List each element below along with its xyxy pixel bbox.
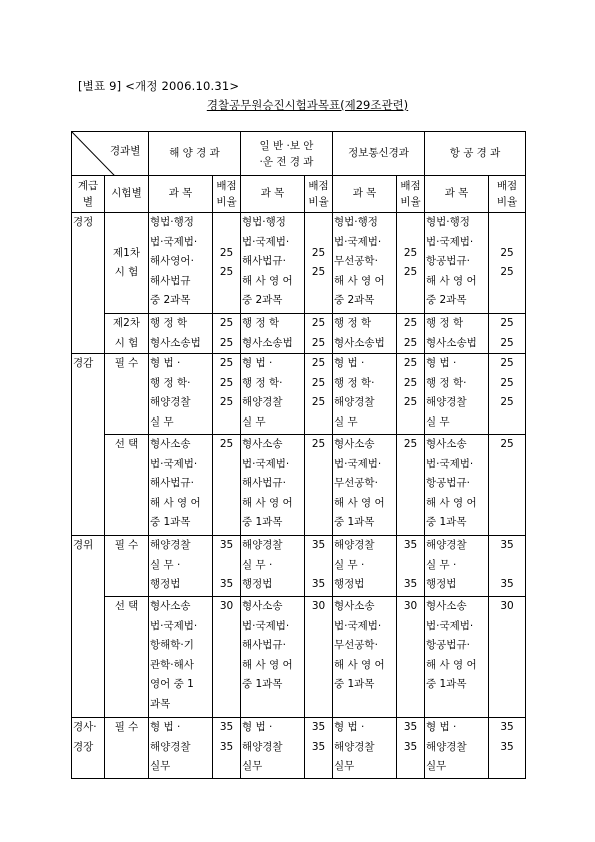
ratio-cell: 30 [397,597,425,718]
subject-cell: 형 법 · 행 정 학· 해양경찰 실 무 [425,354,489,435]
subject-header: 과 목 [333,176,397,213]
rank-cell: 경감 [72,354,105,536]
ratio-header: 배점 비율 [305,176,333,213]
subject-header: 과 목 [425,176,489,213]
subject-cell: 형사소송 법·국제법· 항공법규· 해 사 영 어 중 1과목 [425,597,489,718]
ratio-header: 배점 비율 [397,176,425,213]
ratio-cell: 25 25 25 [397,354,425,435]
ratio-cell: 35 35 [397,536,425,597]
ratio-cell: 25 [397,435,425,536]
exam-subject-table [71,131,526,779]
subject-cell: 행 정 학 형사소송법 [425,314,489,354]
dept-header-telecom: 정보통신경과 [333,132,425,176]
ratio-cell: 25 25 25 [213,354,241,435]
subject-cell: 형사소송 법·국제법· 해사법규· 해 사 영 어 중 1과목 [241,435,305,536]
ratio-header: 배점 비율 [213,176,241,213]
corner-header-cell [72,132,149,176]
ratio-cell: 35 35 [489,718,526,779]
subject-cell: 행 정 학 형사소송법 [149,314,213,354]
ratio-cell: 25 [213,435,241,536]
subject-cell: 형 법 · 해양경찰 실무 [241,718,305,779]
ratio-cell: 25 25 [489,314,526,354]
subject-cell: 형 법 · 행 정 학· 해양경찰 실 무 [241,354,305,435]
subject-cell: 형사소송 법·국제법· 항해학·기 관학·해사 영어 중 1 과목 [149,597,213,718]
exam-axis-label: 시험별 [105,176,149,213]
subject-cell: 형법·행정 법·국제법· 해사법규· 해 사 영 어 중 2과목 [241,213,305,314]
subject-cell: 해양경찰 실 무 · 행정법 [241,536,305,597]
ratio-cell: 30 [489,597,526,718]
exam-type-cell: 제1차 시 험 [105,213,149,314]
subject-cell: 해양경찰 실 무 · 행정법 [149,536,213,597]
ratio-cell: 25 25 [305,213,333,314]
rank-axis-label: 계급 별 [72,176,105,213]
ratio-cell: 25 25 [305,314,333,354]
subject-cell: 형사소송 법·국제법· 무선공학· 해 사 영 어 중 1과목 [333,597,397,718]
ratio-cell: 25 25 [213,213,241,314]
ratio-header: 배점 비율 [489,176,526,213]
table-row [72,718,526,779]
table-row [72,597,526,718]
table-row [72,213,526,314]
ratio-cell: 25 25 [397,213,425,314]
subject-cell: 행 정 학 형사소송법 [241,314,305,354]
ratio-cell: 25 25 25 [305,354,333,435]
rank-cell: 경사· 경장 [72,718,105,779]
ratio-cell: 30 [305,597,333,718]
subject-header: 과 목 [241,176,305,213]
exam-type-cell: 필 수 [105,536,149,597]
subject-cell: 형법·행정 법·국제법· 해사영어· 해사법규 중 2과목 [149,213,213,314]
exam-type-cell: 선 택 [105,435,149,536]
ratio-cell: 25 25 [397,314,425,354]
subject-cell: 형사소송 법·국제법· 해사법규· 해 사 영 어 중 1과목 [149,435,213,536]
ratio-cell: 25 25 25 [489,354,526,435]
subject-cell: 해양경찰 실 무 · 행정법 [425,536,489,597]
subject-cell: 해양경찰 실 무 · 행정법 [333,536,397,597]
ratio-cell: 35 35 [397,718,425,779]
subject-cell: 형사소송 법·국제법· 무선공학· 해 사 영 어 중 1과목 [333,435,397,536]
subject-cell: 형사소송 법·국제법· 항공법규· 해 사 영 어 중 1과목 [425,435,489,536]
dept-header-maritime: 해 양 경 과 [149,132,241,176]
ratio-cell: 35 35 [213,718,241,779]
ratio-cell: 35 35 [213,536,241,597]
exam-type-cell: 필 수 [105,718,149,779]
dept-axis-label: 경과별 [110,145,141,157]
ratio-cell: 30 [213,597,241,718]
exam-type-cell: 필 수 [105,354,149,435]
ratio-cell: 35 35 [305,718,333,779]
ratio-cell: 35 35 [305,536,333,597]
dept-header-general: 일 반 ·보 안 ·운 전 경 과 [241,132,333,176]
subject-cell: 형사소송 법·국제법· 해사법규· 해 사 영 어 중 1과목 [241,597,305,718]
table-row [72,314,526,354]
table-row [72,435,526,536]
rank-cell: 경위 [72,536,105,718]
subject-cell: 형 법 · 행 정 학· 해양경찰 실 무 [149,354,213,435]
subject-cell: 형법·행정 법·국제법· 무선공학· 해 사 영 어 중 2과목 [333,213,397,314]
ratio-cell: 25 [305,435,333,536]
exam-type-cell: 선 택 [105,597,149,718]
rank-cell: 경정 [72,213,105,354]
ratio-cell: 25 25 [213,314,241,354]
subject-cell: 형 법 · 행 정 학· 해양경찰 실 무 [333,354,397,435]
subject-header: 과 목 [149,176,213,213]
subject-cell: 형 법 · 해양경찰 실무 [333,718,397,779]
ratio-cell: 25 [489,435,526,536]
subject-cell: 형 법 · 해양경찰 실무 [149,718,213,779]
ratio-cell: 25 25 [489,213,526,314]
document-title: 경찰공무원승진시험과목표(제29조관련) [206,98,409,112]
subject-cell: 형 법 · 해양경찰 실무 [425,718,489,779]
annex-label: [별표 9] <개정 2006.10.31> [78,79,240,93]
ratio-cell: 35 35 [489,536,526,597]
table-row [72,536,526,597]
table-row [72,354,526,435]
exam-type-cell: 제2차 시 험 [105,314,149,354]
dept-header-aviation: 항 공 경 과 [425,132,526,176]
subject-cell: 행 정 학 형사소송법 [333,314,397,354]
subject-cell: 형법·행정 법·국제법· 항공법규· 해 사 영 어 중 2과목 [425,213,489,314]
